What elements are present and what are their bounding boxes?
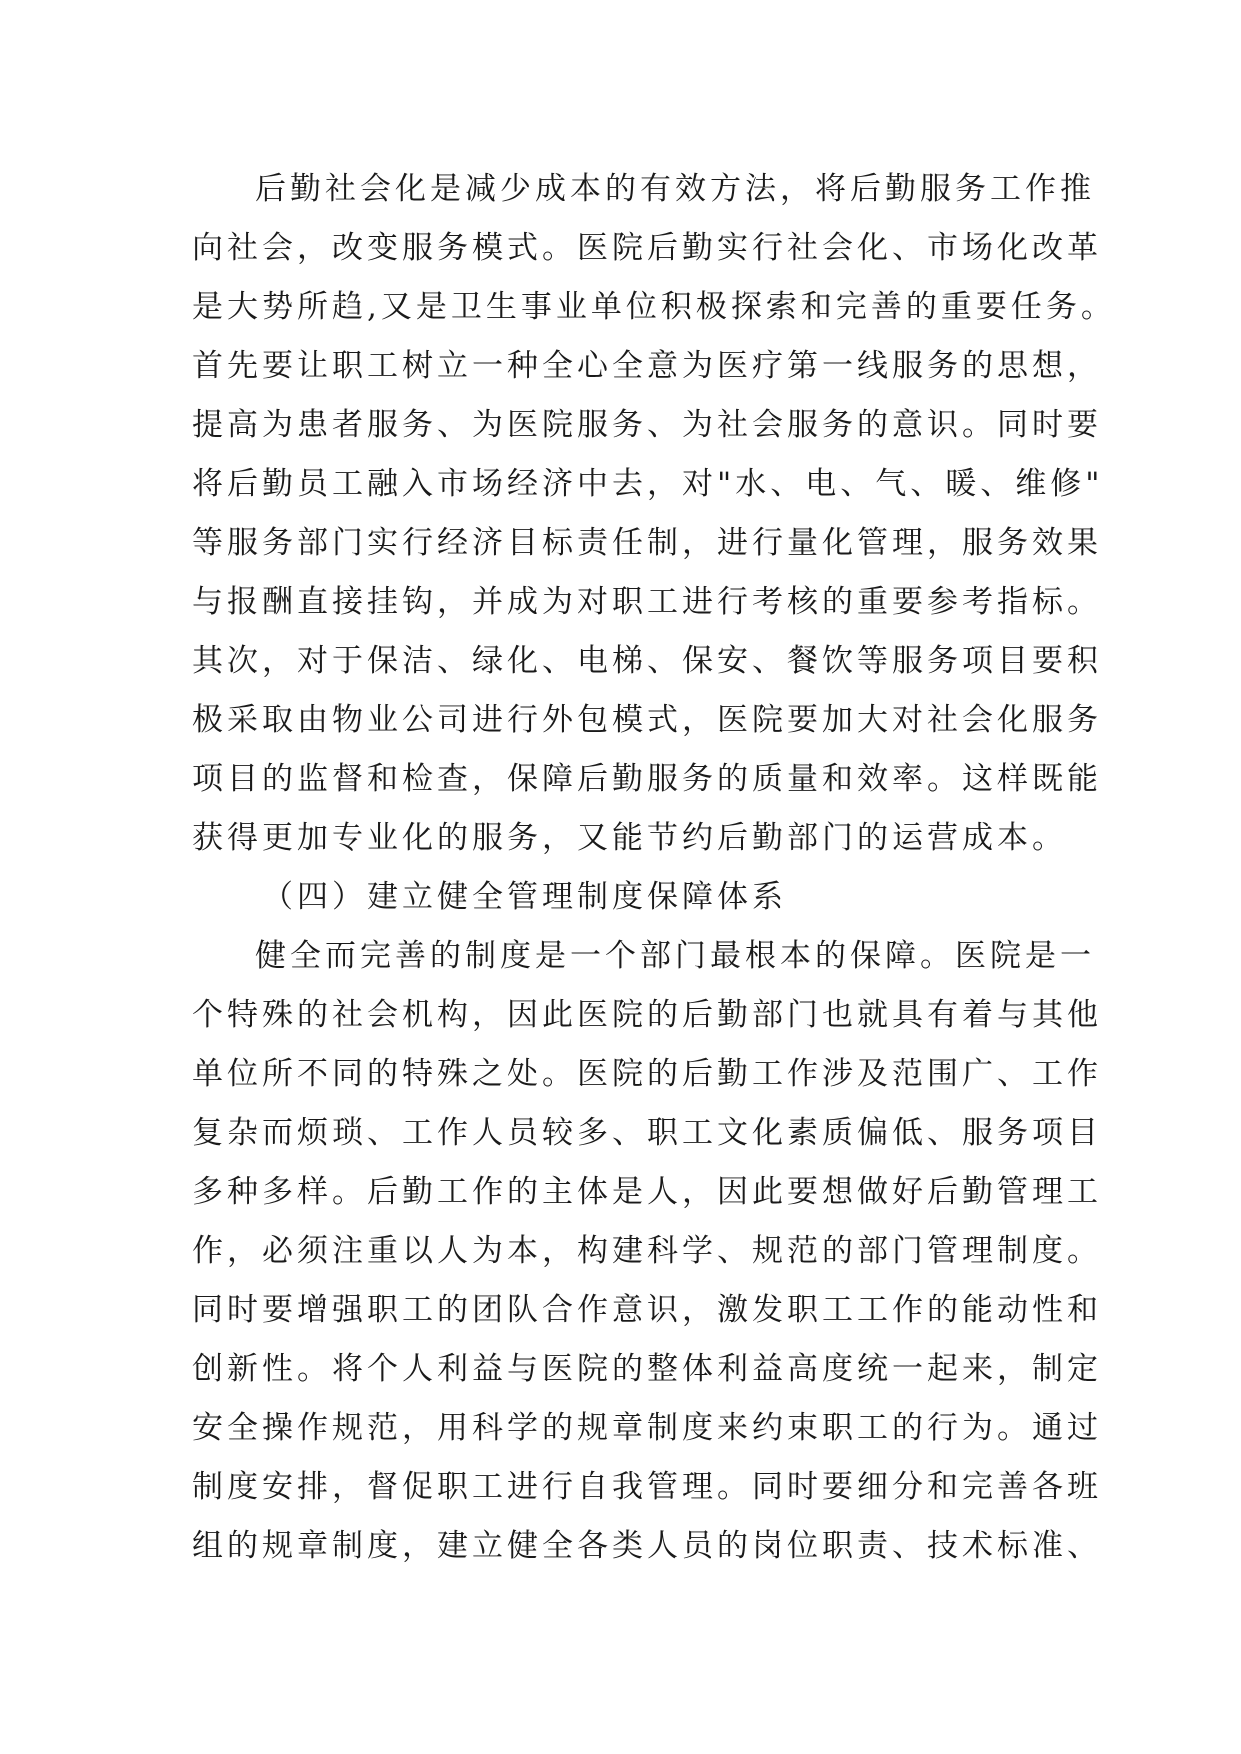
text-line-3: 是大势所趋,又是卫生事业单位积极探索和完善的重要任务。 — [192, 289, 1116, 325]
section-heading: （四）建立健全管理制度保障体系 — [262, 879, 787, 915]
text-line-23: 制度安排，督促职工进行自我管理。同时要细分和完善各班 — [192, 1469, 1102, 1505]
text-line-20: 同时要增强职工的团队合作意识，激发职工工作的能动性和 — [192, 1292, 1102, 1328]
text-line-10: 极采取由物业公司进行外包模式，医院要加大对社会化服务 — [192, 702, 1102, 738]
text-line-1: 后勤社会化是减少成本的有效方法，将后勤服务工作推 — [255, 171, 1095, 207]
body-text — [192, 160, 1116, 1576]
text-line-24: 组的规章制度，建立健全各类人员的岗位职责、技术标准、 — [192, 1528, 1102, 1564]
text-line-4: 首先要让职工树立一种全心全意为医疗第一线服务的思想， — [192, 348, 1102, 384]
text-line-9: 其次，对于保洁、绿化、电梯、保安、餐饮等服务项目要积 — [192, 643, 1102, 679]
text-line-16: 单位所不同的特殊之处。医院的后勤工作涉及范围广、工作 — [192, 1056, 1102, 1092]
text-line-2: 向社会，改变服务模式。医院后勤实行社会化、市场化改革 — [192, 230, 1102, 266]
text-line-12: 获得更加专业化的服务，又能节约后勤部门的运营成本。 — [192, 820, 1067, 856]
text-line-15: 个特殊的社会机构，因此医院的后勤部门也就具有着与其他 — [192, 997, 1102, 1033]
text-line-18: 多种多样。后勤工作的主体是人，因此要想做好后勤管理工 — [192, 1174, 1102, 1210]
text-line-6: 将后勤员工融入市场经济中去，对"水、电、气、暖、维修" — [192, 466, 1104, 502]
text-line-19: 作，必须注重以人为本，构建科学、规范的部门管理制度。 — [192, 1233, 1102, 1269]
text-line-11: 项目的监督和检查，保障后勤服务的质量和效率。这样既能 — [192, 761, 1102, 797]
text-line-21: 创新性。将个人利益与医院的整体利益高度统一起来，制定 — [192, 1351, 1102, 1387]
text-line-7: 等服务部门实行经济目标责任制，进行量化管理，服务效果 — [192, 525, 1102, 561]
text-line-17: 复杂而烦琐、工作人员较多、职工文化素质偏低、服务项目 — [192, 1115, 1102, 1151]
text-line-8: 与报酬直接挂钩，并成为对职工进行考核的重要参考指标。 — [192, 584, 1102, 620]
text-line-14: 健全而完善的制度是一个部门最根本的保障。医院是一 — [255, 938, 1095, 974]
text-line-22: 安全操作规范，用科学的规章制度来约束职工的行为。通过 — [192, 1410, 1102, 1446]
text-line-5: 提高为患者服务、为医院服务、为社会服务的意识。同时要 — [192, 407, 1102, 443]
